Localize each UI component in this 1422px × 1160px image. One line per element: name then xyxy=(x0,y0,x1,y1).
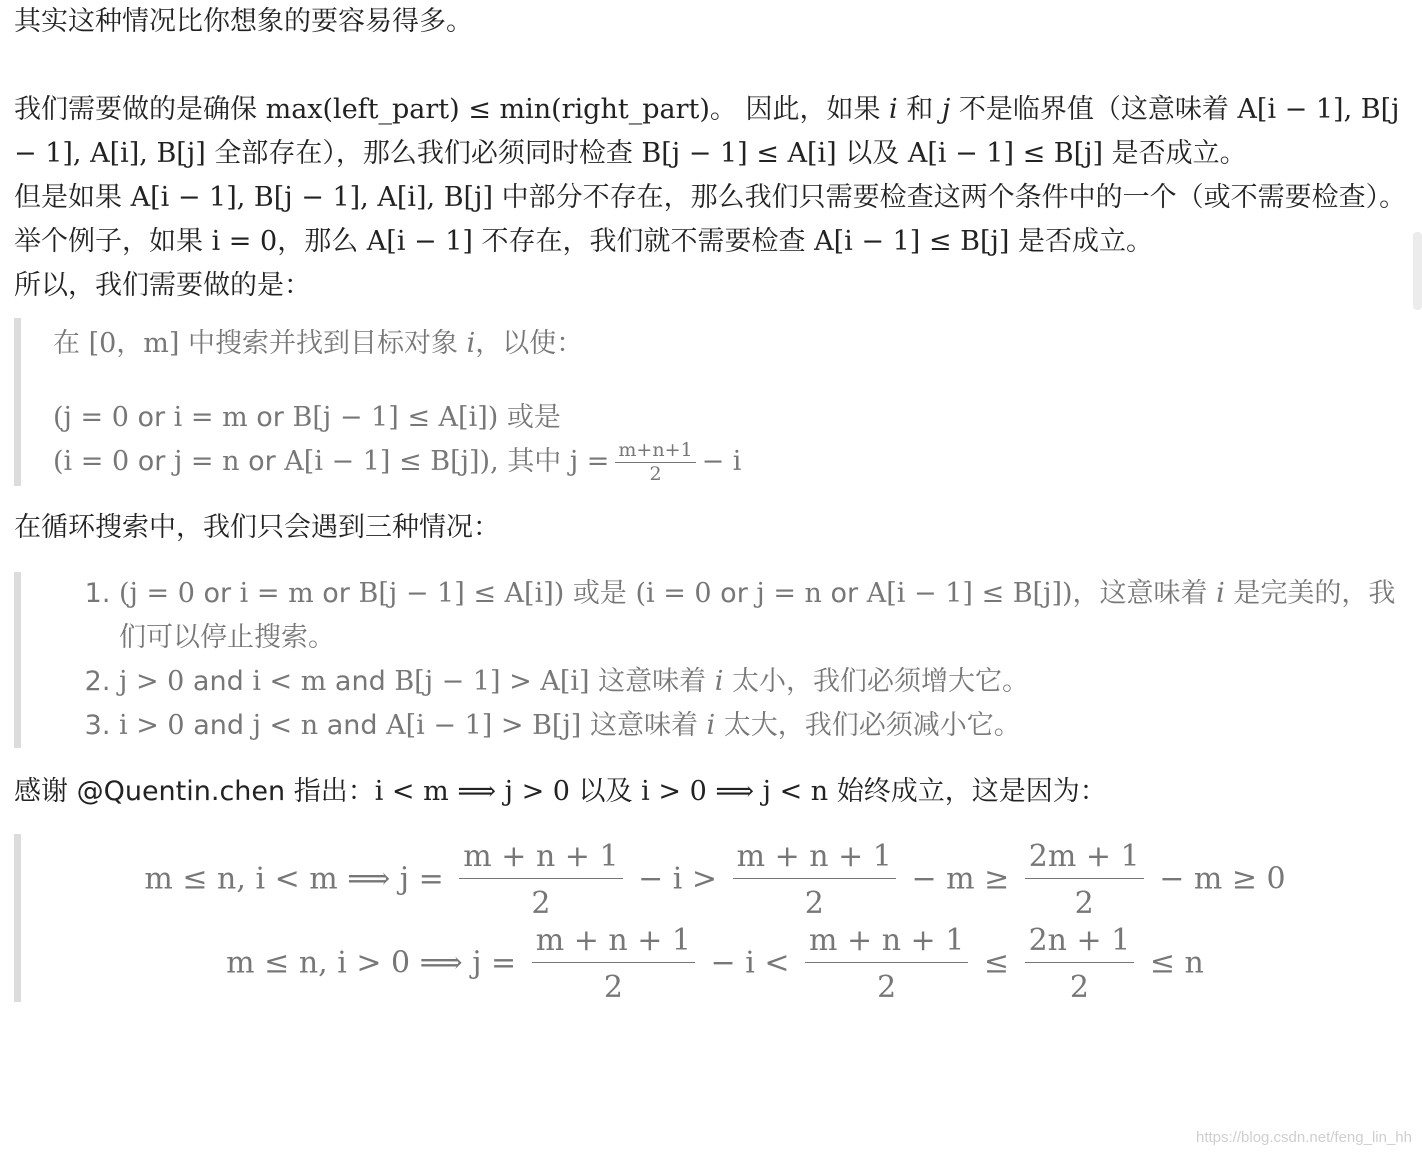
text: 举个例子，如果 xyxy=(14,226,212,257)
condition-paragraph xyxy=(14,88,1409,176)
math: (j = 0 xyxy=(53,402,129,433)
text: 或是 xyxy=(564,578,636,609)
and-word: and xyxy=(326,666,395,697)
spacer xyxy=(53,366,1409,396)
fraction-denominator: 2 xyxy=(1069,970,1089,1005)
text: 不是临界值（这意味着 xyxy=(950,94,1238,125)
math: A[i − 1] > B[j] xyxy=(386,710,582,741)
text: 是完美的，我们可以停止搜索。 xyxy=(119,578,1396,653)
math-var-i: i xyxy=(714,666,724,697)
math: j < n xyxy=(252,710,319,741)
math: (j = 0 xyxy=(119,578,195,609)
or-word: or xyxy=(821,578,867,609)
math-check-1: B[j − 1] ≤ A[i] xyxy=(641,138,837,169)
text: 在 xyxy=(53,328,89,359)
or-word: or xyxy=(128,402,174,433)
fraction xyxy=(532,923,695,1005)
math-range: [0，m] xyxy=(88,328,180,359)
case-item-3 xyxy=(119,704,1409,748)
math: i = m xyxy=(173,402,248,433)
fraction-numerator: m + n + 1 xyxy=(459,842,622,879)
math-elements: A[i − 1], B[j − 1], A[i], B[j] xyxy=(130,182,493,213)
math: j = xyxy=(569,446,610,477)
text: 其中 xyxy=(498,446,570,477)
text: 这意味着 xyxy=(581,710,707,741)
math: i = m xyxy=(239,578,314,609)
math: j > 0 xyxy=(119,666,185,697)
fraction-denominator: 2 xyxy=(877,970,897,1005)
text: 这意味着 xyxy=(589,666,715,697)
text: ，这意味着 xyxy=(1072,578,1217,609)
text: 是否成立。 xyxy=(1009,226,1153,257)
text: 和 xyxy=(897,94,942,125)
text: 。 因此，如果 xyxy=(709,94,890,125)
goal-condition-1 xyxy=(53,396,1409,440)
fraction xyxy=(733,839,896,921)
intro-paragraph: 其实这种情况比你想象的要容易得多。 xyxy=(14,6,473,37)
text: 始终成立，这是因为： xyxy=(828,776,1107,807)
case-item-1 xyxy=(119,572,1409,660)
math-var-i: i xyxy=(889,94,898,125)
math: − m ≥ xyxy=(911,861,1010,897)
fraction xyxy=(1025,839,1144,921)
math: − i > xyxy=(638,861,718,897)
math: j = n xyxy=(173,446,240,477)
example-paragraph xyxy=(14,220,1409,264)
text: 是否成立。 xyxy=(1103,138,1247,169)
spacer xyxy=(14,44,1409,88)
math: m ≤ n, i > 0 ⟹ j = xyxy=(226,945,517,981)
math-var-i: i xyxy=(1216,578,1225,609)
cases-lead: 在循环搜索中，我们只会遇到三种情况： xyxy=(14,512,500,543)
math: B[j − 1] ≤ A[i]) xyxy=(292,402,499,433)
math: (i = 0 xyxy=(635,578,712,609)
goal-blockquote xyxy=(14,318,1409,486)
or-word: or xyxy=(711,578,757,609)
goal-condition-2 xyxy=(53,440,1409,484)
fraction-denominator: 2 xyxy=(1074,886,1094,921)
article-content xyxy=(14,0,1409,1005)
fraction-denominator: 2 xyxy=(804,886,824,921)
text: 不存在，我们就不需要检查 xyxy=(472,226,815,257)
fraction xyxy=(1025,923,1135,1005)
math-check-2: A[i − 1] ≤ B[j] xyxy=(907,138,1104,169)
fraction-numerator: 2m + 1 xyxy=(1025,842,1144,879)
math: − i < xyxy=(710,945,790,981)
math: − i xyxy=(701,446,742,477)
math-var-i: i xyxy=(706,710,716,741)
fraction-numerator: m + n + 1 xyxy=(733,842,896,879)
fraction xyxy=(459,839,622,921)
math: A[i − 1] ≤ B[j]), xyxy=(284,446,499,477)
fraction xyxy=(805,923,968,1005)
math: B[j − 1] > A[i] xyxy=(394,666,590,697)
math: m ≤ n, i < m ⟹ j = xyxy=(144,861,444,897)
fraction-numerator: m+n+1 xyxy=(615,441,695,463)
cases-blockquote xyxy=(14,572,1409,748)
math-implication-2: i > 0 ⟹ j < n xyxy=(641,776,829,807)
text: 或是 xyxy=(498,402,561,433)
fraction xyxy=(615,441,695,484)
text: 太小，我们必须增大它。 xyxy=(723,666,1029,697)
math-var-i: i xyxy=(466,328,476,359)
math-a-prev: A[i − 1] xyxy=(366,226,473,257)
or-word: or xyxy=(239,446,285,477)
math: j = n xyxy=(756,578,822,609)
math: i < m xyxy=(252,666,327,697)
text: 太大，我们必须减小它。 xyxy=(715,710,1021,741)
text: 但是如果 xyxy=(14,182,131,213)
text: 以及 xyxy=(836,138,908,169)
math-implication-1: i < m ⟹ j > 0 xyxy=(374,776,570,807)
or-word: or xyxy=(129,446,174,477)
edge-case-paragraph xyxy=(14,176,1409,220)
goal-line xyxy=(53,322,1409,366)
math-max-min: max(left_part) ≤ min(right_part) xyxy=(265,94,710,125)
text: 我们需要做的是确保 xyxy=(14,94,266,125)
math-elements: A[i − 1], B[j − 1], A[i], B[j] xyxy=(14,94,1400,169)
text: 感谢 @Quentin.chen 指出： xyxy=(14,776,375,807)
math-i-zero: i = 0 xyxy=(211,226,278,257)
fraction-denominator: 2 xyxy=(531,886,551,921)
cases-list xyxy=(21,572,1409,748)
and-word: and xyxy=(318,710,387,741)
fraction-numerator: 2n + 1 xyxy=(1025,926,1135,963)
math: A[i − 1] ≤ B[j]) xyxy=(866,578,1073,609)
fraction-denominator: 2 xyxy=(603,970,623,1005)
or-word: or xyxy=(247,402,293,433)
text: ，那么 xyxy=(277,226,367,257)
fraction-numerator: m + n + 1 xyxy=(532,926,695,963)
math-check-2: A[i − 1] ≤ B[j] xyxy=(814,226,1010,257)
math: ≤ n xyxy=(1149,945,1204,981)
or-word: or xyxy=(194,578,240,609)
text: ，以使： xyxy=(475,328,584,359)
proof-lead xyxy=(14,770,1409,814)
math: − m ≥ 0 xyxy=(1159,861,1286,897)
math: ≤ xyxy=(983,945,1010,981)
watermark: https://blog.csdn.net/feng_lin_hh xyxy=(1196,1129,1412,1146)
summary-lead: 所以，我们需要做的是： xyxy=(14,270,311,301)
fraction-denominator: 2 xyxy=(649,463,662,485)
math: (i = 0 xyxy=(53,446,130,477)
proof-blockquote xyxy=(14,834,1409,1005)
proof-equation-1 xyxy=(21,839,1409,921)
text: 中部分不存在，那么我们只需要检查这两个条件中的一个（或不需要检查）。 xyxy=(492,182,1407,213)
proof-equation-2 xyxy=(21,923,1409,1005)
and-word: and xyxy=(184,710,253,741)
case-item-2 xyxy=(119,660,1409,704)
and-word: and xyxy=(184,666,253,697)
scrollbar-thumb[interactable] xyxy=(1413,232,1422,310)
math: B[j − 1] ≤ A[i]) xyxy=(358,578,565,609)
fraction-numerator: m + n + 1 xyxy=(805,926,968,963)
text: 全部存在），那么我们必须同时检查 xyxy=(205,138,642,169)
or-word: or xyxy=(313,578,359,609)
math-var-j: j xyxy=(941,94,951,125)
math: i > 0 xyxy=(119,710,185,741)
text: 中搜索并找到目标对象 xyxy=(179,328,467,359)
text: 以及 xyxy=(569,776,642,807)
